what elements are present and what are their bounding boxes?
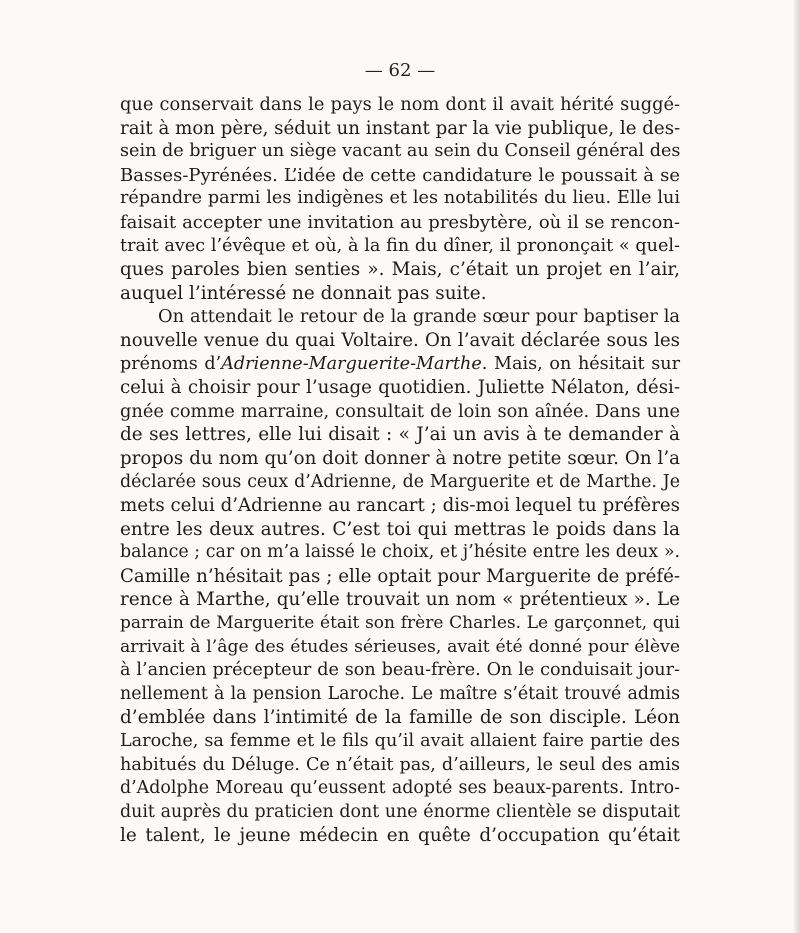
- text-line: rence à Marthe, qu’elle trouvait un nom « prétentieux ». Le: [120, 589, 680, 611]
- text-line: rait à mon père, séduit un instant par la vie publique, le des-: [120, 117, 681, 139]
- text-line: balance ; car on m’a laissé le choix, et j’hésite entre les deux ».: [120, 542, 680, 563]
- text-line: Basses-Pyrénées. L’idée de cette candidature le poussait à se: [120, 164, 680, 186]
- text-line: d’emblée dans l’intimité de la famille de son disciple. Léon: [120, 707, 680, 729]
- text-line: nellement à la pension Laroche. Le maître s’était trouvé admis: [120, 683, 680, 704]
- text-line: parrain de Marguerite était son frère Charles. Le garçonnet, qui: [120, 613, 680, 634]
- text-line: de ses lettres, elle lui disait : « J’ai un avis à te demander à: [120, 424, 680, 446]
- page-edge-shadow: [794, 0, 800, 933]
- body-text: [120, 93, 680, 848]
- text-line: mets celui d’Adrienne au rancart ; dis-moi lequel tu préfères: [120, 495, 680, 517]
- text-line: auquel l’intéressé ne donnait pas suite.: [120, 282, 487, 304]
- text-line: ques paroles bien senties ». Mais, c’était un projet en l’air,: [120, 259, 680, 281]
- text-line: faisait accepter une invitation au presbytère, où il se rencon-: [120, 211, 680, 233]
- text-line: prénoms d’Adrienne-Marguerite-Marthe. Mais, on hésitait sur: [120, 353, 680, 374]
- text-line: répandre parmi les indigènes et les notabilités du lieu. Elle lui: [120, 188, 680, 209]
- text-line: habitués du Déluge. Ce n’était pas, d’ailleurs, le seul des amis: [120, 754, 680, 775]
- text-line: propos du nom qu’on doit donner à notre petite sœur. On l’a: [120, 447, 680, 469]
- text-line: à l’ancien précepteur de son beau-frère. On le conduisait jour-: [120, 660, 680, 681]
- text-line: déclarée sous ceux d’Adrienne, de Marguerite et de Marthe. Je: [120, 471, 680, 492]
- text-line: Camille n’hésitait pas ; elle optait pour Marguerite de préfé-: [120, 565, 680, 587]
- text-line: duit auprès du praticien dont une énorme clientèle se disputait: [120, 801, 680, 822]
- text-line: d’Adolphe Moreau qu’eussent adopté ses beaux-parents. Intro-: [120, 778, 680, 799]
- text-line: Laroche, sa femme et le fils qu’il avait allaient faire partie des: [120, 731, 680, 752]
- text-line: arrivait à l’âge des études sérieuses, avait été donné pour élève: [120, 636, 680, 657]
- text-line: gnée comme marraine, consultait de loin son aînée. Dans une: [120, 400, 680, 422]
- text-line: le talent, le jeune médecin en quête d’occupation qu’était: [120, 825, 680, 847]
- text-line: celui à choisir pour l’usage quotidien. Juliette Nélaton, dési-: [120, 377, 680, 399]
- text-line: nouvelle venue du quai Voltaire. On l’avait déclarée sous les: [120, 329, 680, 351]
- text-line: trait avec l’évêque et où, à la fin du dîner, il prononçait « quel-: [120, 235, 680, 256]
- text-line: que conservait dans le pays le nom dont il avait hérité suggé-: [120, 94, 680, 115]
- italic-name: Adrienne-Marguerite-Marthe: [221, 353, 482, 374]
- text-line: On attendait le retour de la grande sœur pour baptiser la: [158, 306, 680, 328]
- page-number: — 62 —: [364, 60, 436, 81]
- text-line: sein de briguer un siège vacant au sein du Conseil général des: [120, 141, 681, 162]
- text-line: entre les deux autres. C’est toi qui mettras le poids dans la: [120, 518, 680, 540]
